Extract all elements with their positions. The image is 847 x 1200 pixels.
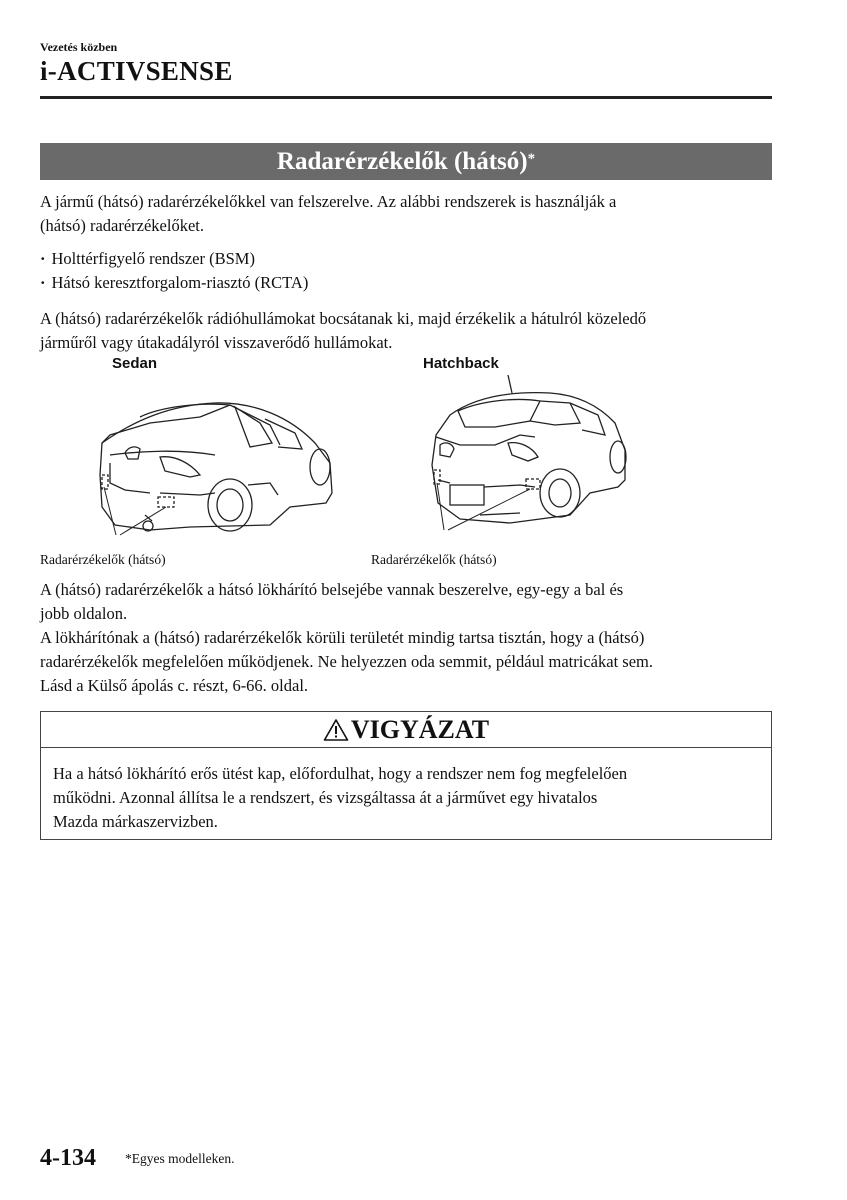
sedan-label: Sedan [112, 355, 158, 372]
caution-text [41, 748, 771, 834]
footnote: *Egyes modelleken. [125, 1151, 235, 1166]
cleaning-line: A lökhárítónak a (hátsó) radarérzékelők körüli területét mindig tartsa tisztán, hogy a (hátsó) [40, 628, 645, 647]
radio-paragraph [40, 307, 780, 355]
cleaning-paragraph [40, 626, 780, 698]
cleaning-line: Lásd a Külső ápolás c. részt, 6-66. oldal. [40, 676, 309, 695]
hatchback-label: Hatchback [423, 355, 499, 372]
list-item [40, 271, 308, 295]
header-rule [40, 96, 772, 99]
caution-line: Ha a hátsó lökhárító erős ütést kap, előfordulhat, hogy a rendszer nem fog megfelelően [53, 764, 628, 783]
section-banner [40, 143, 772, 180]
caution-header [41, 712, 771, 748]
intro-line: A jármű (hátsó) radarérzékelőkkel van felszerelve. Az alábbi rendszerek is használják a [40, 192, 617, 211]
hatchback-caption: Radarérzékelők (hátsó) [371, 552, 497, 567]
radio-line: járműről vagy útakadályról visszaverődő hullámokat. [40, 333, 393, 352]
caution-box [40, 711, 772, 840]
location-line: A (hátsó) radarérzékelők a hátsó lökhárító belsejébe vannak beszerelve, egy-egy a bal és [40, 580, 624, 599]
radio-line: A (hátsó) radarérzékelők rádióhullámokat bocsátanak ki, majd érzékelik a hátulról közeledő [40, 309, 647, 328]
caution-line: működni. Azonnal állítsa le a rendszert, és vizsgáltassa át a járművet egy hivatalos [53, 788, 598, 807]
list-item [40, 247, 255, 271]
chapter-title: i-ACTIVSENSE [40, 56, 233, 86]
cleaning-line: radarérzékelők megfelelően működjenek. Ne helyezzen oda semmit, például matricákat sem. [40, 652, 653, 671]
intro-line: (hátsó) radarérzékelőket. [40, 216, 204, 235]
location-line: jobb oldalon. [40, 604, 128, 623]
list-item-text: Holttérfigyelő rendszer (BSM) [51, 249, 255, 268]
banner-title: Radarérzékelők (hátsó) [276, 147, 528, 175]
optional-marker: * [527, 151, 536, 167]
caution-line: Mazda márkaszervizben. [53, 812, 218, 831]
sedan-caption: Radarérzékelők (hátsó) [40, 552, 166, 567]
sedan-illustration [40, 375, 340, 550]
hatchback-illustration [420, 375, 635, 550]
warning-triangle-icon [323, 718, 349, 742]
section-label: Vezetés közben [40, 40, 118, 54]
bullet-dot: · [40, 249, 46, 268]
page-number: 4-134 [40, 1145, 96, 1171]
caution-title: VIGYÁZAT [350, 714, 490, 744]
list-item-text: Hátsó keresztforgalom-riasztó (RCTA) [51, 273, 309, 292]
location-paragraph [40, 578, 780, 626]
bullet-dot: · [40, 273, 46, 292]
intro-paragraph [40, 190, 780, 238]
